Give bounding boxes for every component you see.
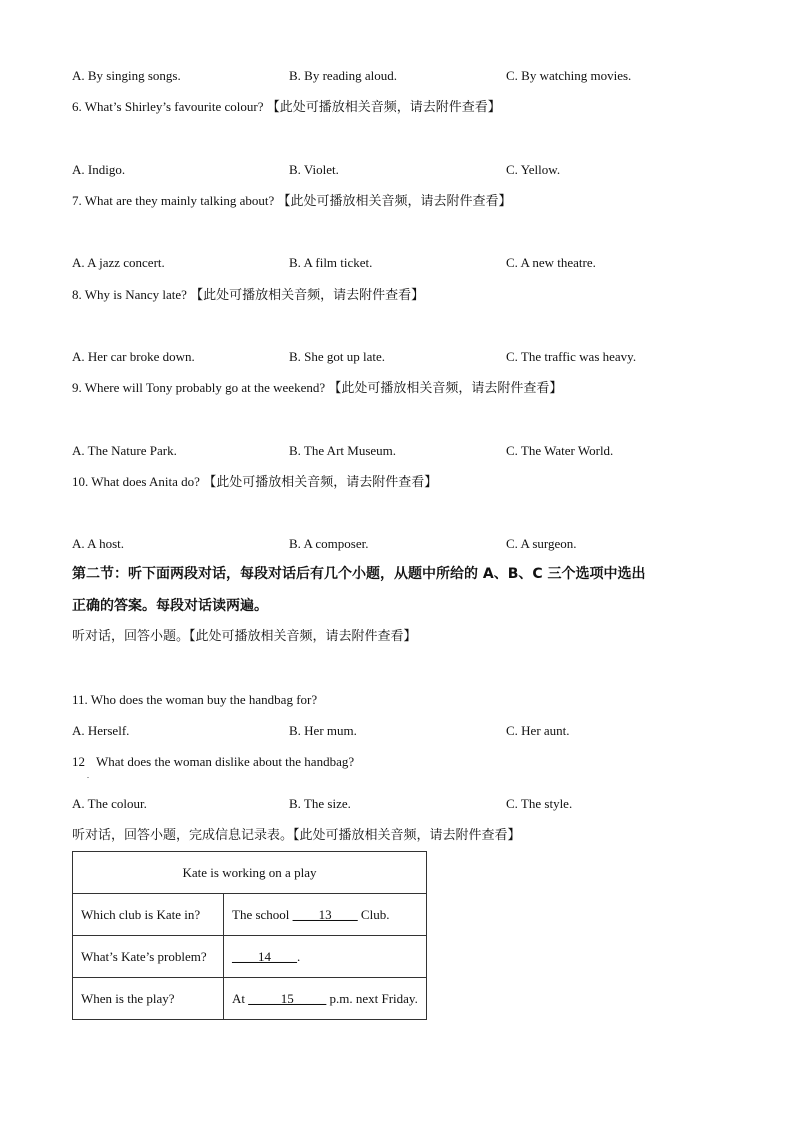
answer-suffix: p.m. next Friday. bbox=[326, 990, 418, 1006]
q11-option-b: B. Her mum. bbox=[289, 723, 357, 738]
q12-dot: . bbox=[87, 771, 89, 780]
table-row bbox=[73, 978, 427, 1020]
table-title-row bbox=[73, 852, 427, 894]
row-label-problem: What’s Kate’s problem? bbox=[73, 936, 224, 978]
answer-prefix: At bbox=[232, 990, 249, 1006]
q12-option-c: C. The style. bbox=[506, 796, 573, 811]
q12-option-b: B. The size. bbox=[289, 796, 351, 811]
q8-option-b: B. She got up late. bbox=[289, 349, 386, 364]
q10-audio-note[interactable]: 【此处可播放相关音频，请去附件查看】 bbox=[203, 475, 438, 490]
info-record-table bbox=[72, 851, 427, 1020]
q7-audio-note[interactable]: 【此处可播放相关音频，请去附件查看】 bbox=[277, 194, 512, 209]
blank-15[interactable]: _____15_____ bbox=[248, 990, 327, 1006]
q9-option-b: B. The Art Museum. bbox=[289, 443, 397, 458]
answer-prefix: The school bbox=[232, 906, 293, 922]
q6-question: 6. What’s Shirley’s favourite colour? bbox=[72, 99, 264, 114]
q9-option-c: C. The Water World. bbox=[506, 443, 614, 458]
q6-question-line bbox=[72, 99, 501, 116]
blank-14[interactable]: ____14____ bbox=[232, 948, 297, 964]
q7-question: 7. What are they mainly talking about? bbox=[72, 193, 275, 208]
q8-option-c: C. The traffic was heavy. bbox=[506, 349, 637, 364]
q9-option-a: A. The Nature Park. bbox=[72, 443, 177, 458]
q11-question: 11. Who does the woman buy the handbag for? bbox=[72, 692, 318, 707]
q6-audio-note[interactable]: 【此处可播放相关音频，请去附件查看】 bbox=[266, 100, 501, 115]
blank-13[interactable]: ____13____ bbox=[292, 906, 358, 922]
q7-option-a: A. A jazz concert. bbox=[72, 255, 165, 270]
q11-option-a: A. Herself. bbox=[72, 723, 130, 738]
table-row bbox=[73, 936, 427, 978]
row-label-club: Which club is Kate in? bbox=[73, 894, 224, 936]
q6-option-b: B. Violet. bbox=[289, 162, 339, 177]
q8-audio-note[interactable]: 【此处可播放相关音频，请去附件查看】 bbox=[190, 288, 425, 303]
q8-question-line bbox=[72, 287, 424, 304]
answer-suffix: . bbox=[297, 948, 301, 964]
q7-question-line bbox=[72, 193, 512, 210]
q5-option-b: B. By reading aloud. bbox=[289, 68, 397, 83]
q8-question: 8. Why is Nancy late? bbox=[72, 287, 187, 302]
q8-option-a: A. Her car broke down. bbox=[72, 349, 195, 364]
section2-heading-line2: 正确的答案。每段对话读两遍。 bbox=[72, 598, 268, 614]
row-answer-club bbox=[224, 894, 427, 936]
section2-heading-line1: 第二节：听下面两段对话，每段对话后有几个小题，从题中所给的 A、B、C 三个选项中选出 bbox=[72, 566, 646, 582]
q7-option-b: B. A film ticket. bbox=[289, 255, 373, 270]
q9-question-line bbox=[72, 380, 562, 397]
section2-instruction[interactable]: 听对话，回答小题。【此处可播放相关音频，请去附件查看】 bbox=[72, 629, 417, 644]
q9-audio-note[interactable]: 【此处可播放相关音频，请去附件查看】 bbox=[328, 381, 563, 396]
row-answer-problem bbox=[224, 936, 427, 978]
q10-option-b: B. A composer. bbox=[289, 536, 369, 551]
table-row bbox=[73, 894, 427, 936]
q12-option-a: A. The colour. bbox=[72, 796, 147, 811]
table-title: Kate is working on a play bbox=[73, 852, 427, 894]
q11-option-c: C. Her aunt. bbox=[506, 723, 570, 738]
row-answer-time bbox=[224, 978, 427, 1020]
q6-option-c: C. Yellow. bbox=[506, 162, 561, 177]
q12-question: What does the woman dislike about the handbag? bbox=[96, 754, 355, 769]
q9-question: 9. Where will Tony probably go at the weekend? bbox=[72, 380, 326, 395]
q5-option-c: C. By watching movies. bbox=[506, 68, 632, 83]
q10-option-a: A. A host. bbox=[72, 536, 125, 551]
q12-number: 12 bbox=[72, 754, 85, 769]
q10-question: 10. What does Anita do? bbox=[72, 474, 200, 489]
q7-option-c: C. A new theatre. bbox=[506, 255, 596, 270]
row-label-time: When is the play? bbox=[73, 978, 224, 1020]
q10-option-c: C. A surgeon. bbox=[506, 536, 577, 551]
table-instruction[interactable]: 听对话，回答小题，完成信息记录表。【此处可播放相关音频，请去附件查看】 bbox=[72, 828, 521, 843]
answer-suffix: Club. bbox=[357, 906, 390, 922]
q5-option-a: A. By singing songs. bbox=[72, 68, 181, 83]
q10-question-line bbox=[72, 474, 437, 491]
q6-option-a: A. Indigo. bbox=[72, 162, 126, 177]
